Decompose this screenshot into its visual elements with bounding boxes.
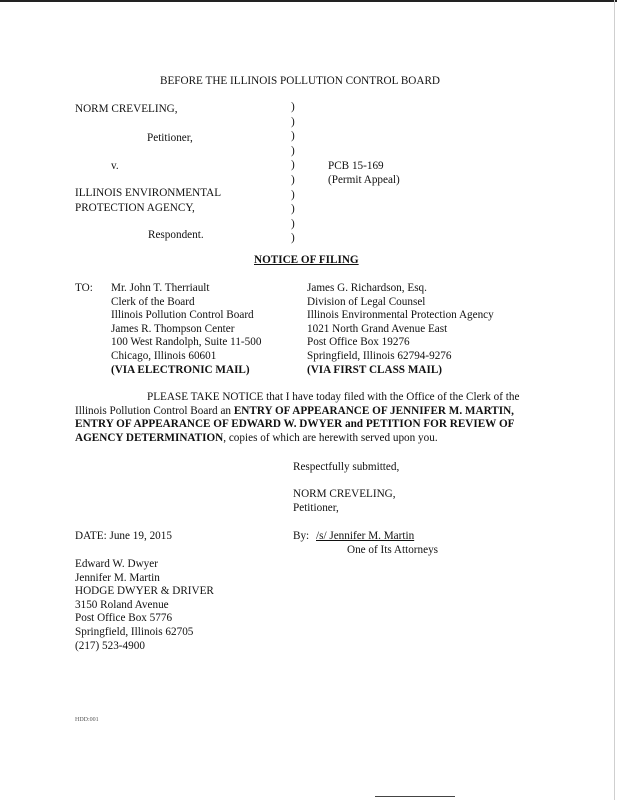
page-bottom-mark [375, 796, 455, 797]
respondent-line-2: PROTECTION AGENCY, [75, 202, 195, 214]
recipient-line: Chicago, Illinois 60601 [111, 349, 217, 362]
petitioner-role: Petitioner, [147, 132, 193, 144]
recipient-line: Illinois Environmental Protection Agency [307, 309, 494, 322]
attorney-line: HODGE DWYER & DRIVER [75, 585, 214, 598]
notice-heading: NOTICE OF FILING [254, 254, 359, 266]
caption-parentheses [291, 101, 295, 247]
notice-body [75, 391, 553, 446]
attorney-line: Jennifer M. Martin [75, 571, 160, 584]
paren: ) [291, 232, 295, 245]
filing-date: DATE: June 19, 2015 [75, 530, 172, 542]
recipient-line: Mr. John T. Therriault [111, 282, 210, 294]
page-top-edge [0, 0, 617, 2]
paren: ) [291, 173, 295, 186]
recipient-line: Clerk of the Board [111, 295, 195, 308]
recipient-line: 100 West Randolph, Suite 11-500 [111, 336, 262, 349]
signature-party-role: Petitioner, [293, 502, 339, 514]
versus: v. [111, 160, 119, 172]
paren: ) [291, 188, 295, 201]
closing: Respectfully submitted, [293, 461, 400, 473]
footer-stamp: HDD:001 [75, 717, 99, 723]
recipient-left [111, 282, 261, 377]
respondent-role: Respondent. [148, 229, 204, 241]
filed-documents: ENTRY OF APPEARANCE OF JENNIFER M. MARTIN, ENTRY OF APPEARANCE OF EDWARD W. DWYER and PETITION FOR REVIEW OF AGENCY DETERMINATION [75, 404, 515, 444]
signature-party: NORM CREVELING, [293, 488, 396, 500]
recipient-line: James G. Richardson, Esq. [307, 282, 427, 294]
recipient-line: Illinois Pollution Control Board [111, 309, 254, 322]
by-label: By: [293, 530, 310, 542]
recipient-right [307, 282, 494, 377]
paren: ) [291, 203, 295, 216]
recipient-line: Springfield, Illinois 62794-9276 [307, 349, 452, 362]
case-number: PCB 15-169 [328, 160, 384, 172]
recipient-line: James R. Thompson Center [111, 322, 235, 335]
attorney-line: Post Office Box 5776 [75, 612, 173, 625]
paren: ) [291, 115, 295, 128]
court-title: BEFORE THE ILLINOIS POLLUTION CONTROL BOARD [160, 75, 440, 87]
page-right-edge [614, 0, 615, 800]
paren: ) [291, 217, 295, 230]
case-type: (Permit Appeal) [328, 174, 400, 186]
attorney-line: (217) 523-4900 [75, 639, 145, 652]
recipient-line: Post Office Box 19276 [307, 336, 410, 349]
attorney-line: 3150 Roland Avenue [75, 598, 169, 611]
petitioner-name: NORM CREVELING, [75, 103, 178, 115]
paren: ) [291, 144, 295, 157]
signer-signature: /s/ Jennifer M. Martin [316, 530, 415, 542]
signer-title: One of Its Attorneys [347, 544, 439, 556]
paren: ) [291, 101, 295, 113]
attorney-line: Springfield, Illinois 62705 [75, 625, 194, 638]
paren: ) [291, 159, 295, 172]
respondent-line-1: ILLINOIS ENVIRONMENTAL [75, 187, 222, 199]
attorney-block [75, 558, 214, 653]
attorney-line: Edward W. Dwyer [75, 558, 158, 570]
to-label: TO: [75, 282, 93, 294]
paren: ) [291, 130, 295, 143]
delivery-method: (VIA ELECTRONIC MAIL) [111, 363, 250, 376]
delivery-method: (VIA FIRST CLASS MAIL) [307, 363, 443, 376]
notice-intro: PLEASE TAKE NOTICE that I have today filed with the Office of the Clerk of the Illinois Pollution Control Board an [75, 391, 520, 417]
notice-outro: , copies of which are herewith served upon you. [223, 431, 438, 444]
recipient-line: Division of Legal Counsel [307, 295, 426, 308]
recipient-line: 1021 North Grand Avenue East [307, 322, 448, 335]
